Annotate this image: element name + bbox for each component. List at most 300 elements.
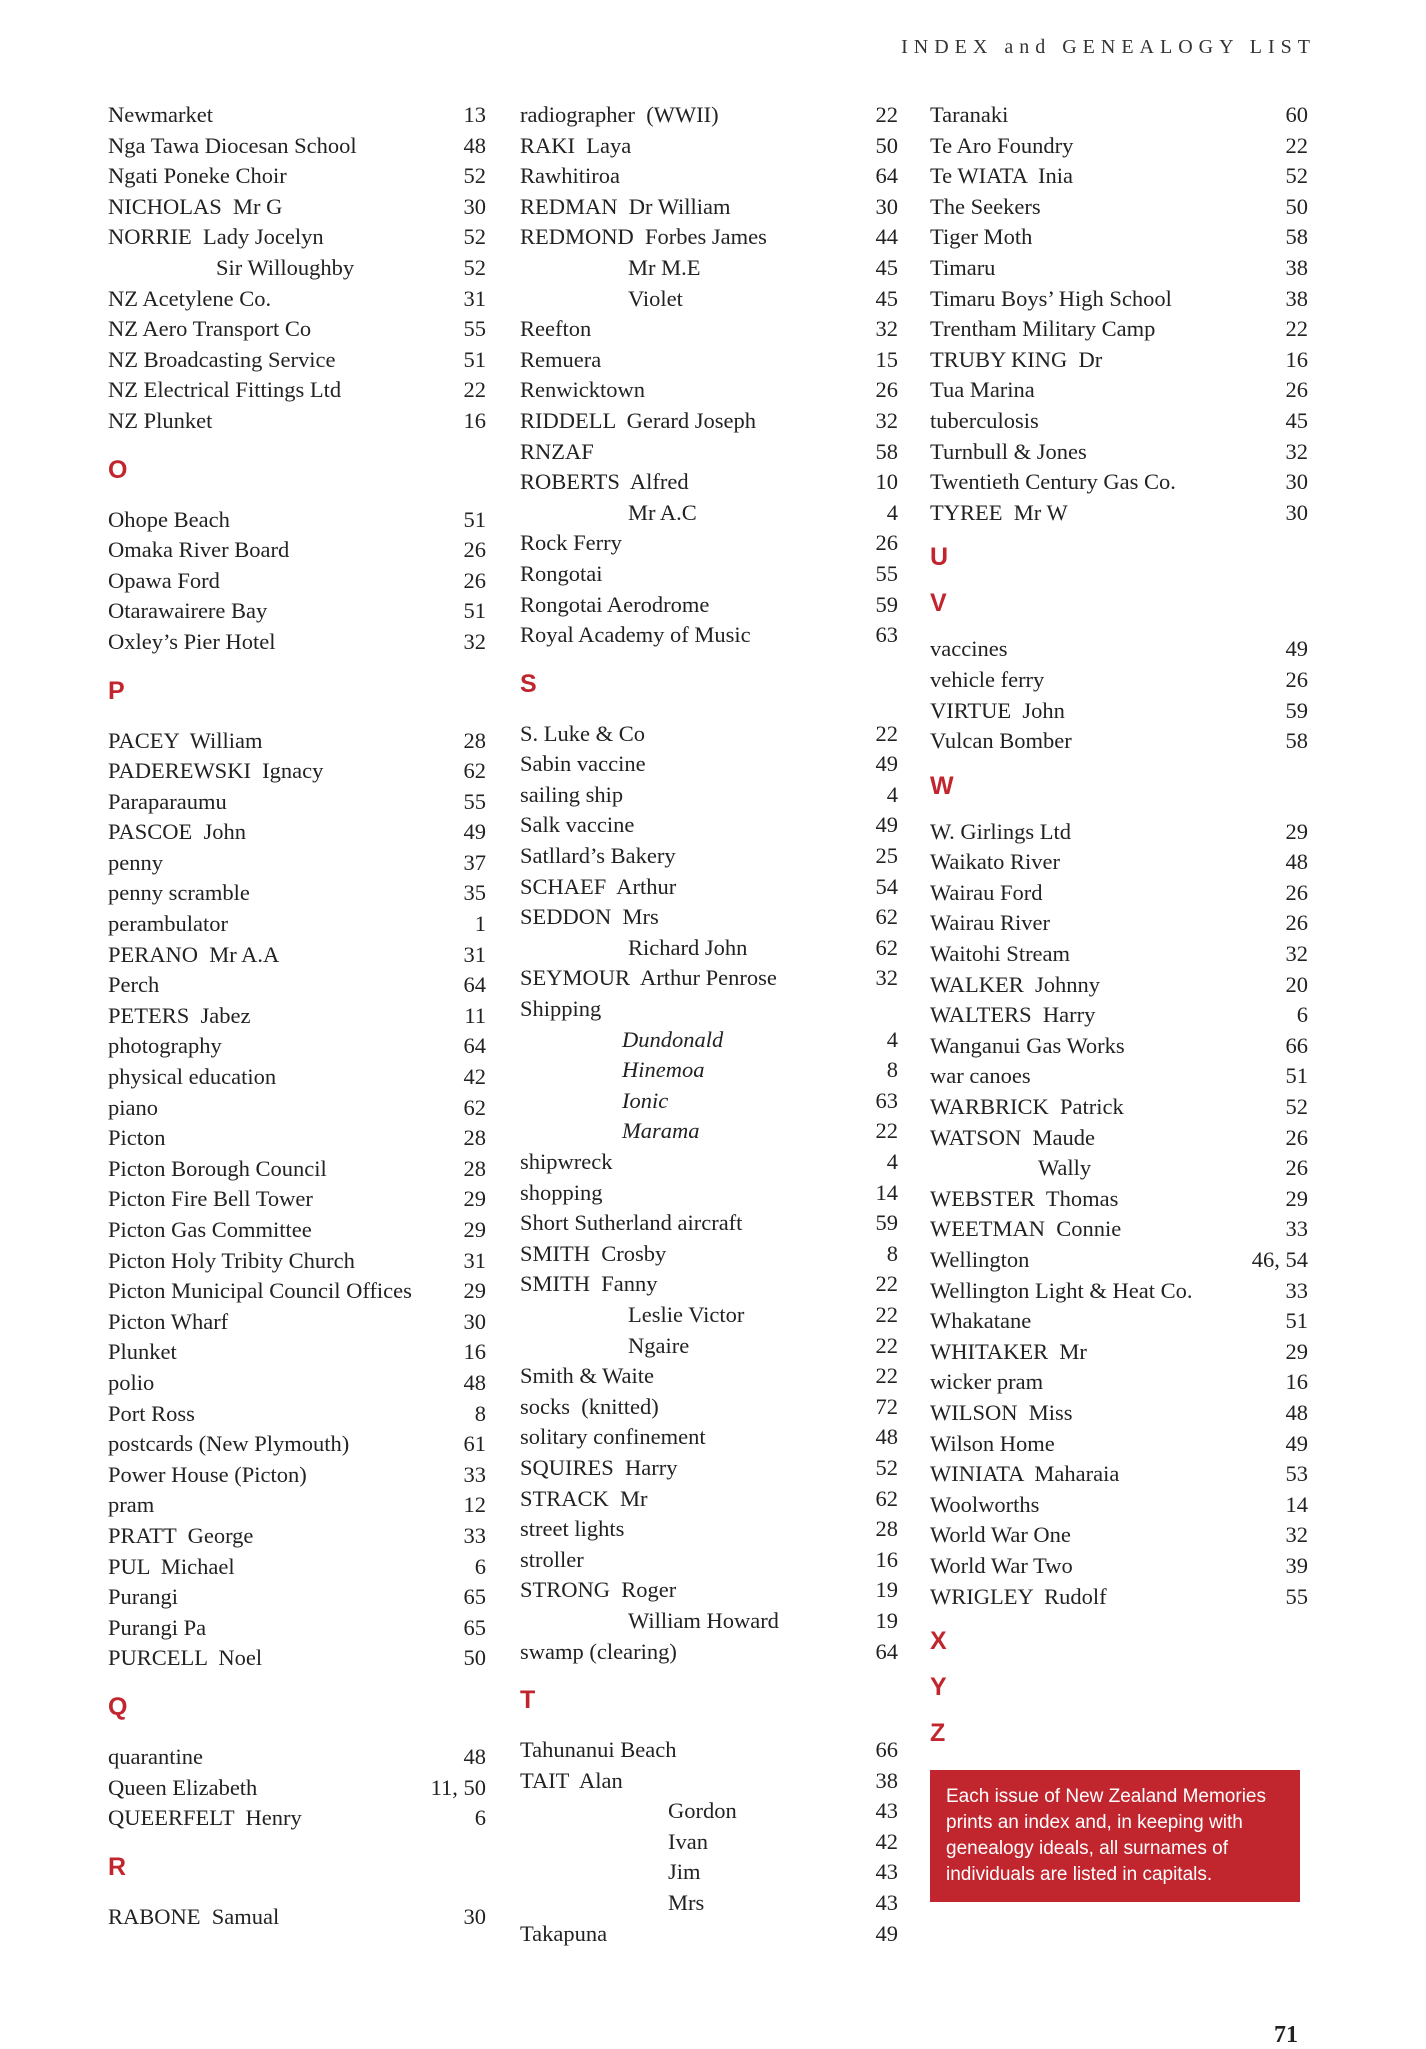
index-entry (930, 665, 1308, 696)
entry-page: 13 (463, 102, 486, 127)
index-entry (108, 1552, 486, 1583)
entry-term: NZ Plunket (108, 407, 213, 433)
entry-term: Wellington Light & Heat Co. (930, 1277, 1193, 1303)
entry-term: Wally (1038, 1155, 1092, 1181)
entry-page: 16 (1285, 346, 1308, 372)
index-entry (930, 467, 1308, 498)
entry-page: 46, 54 (1251, 1247, 1308, 1272)
entry-term: Picton Borough Council (108, 1155, 327, 1181)
section-letter: T (520, 1686, 536, 1715)
index-entry (930, 1520, 1308, 1551)
entry-term: REDMAN Dr William (520, 193, 731, 219)
entry-page: 35 (463, 880, 486, 906)
entry-page: 54 (875, 873, 898, 899)
entry-page: 30 (875, 193, 898, 219)
index-entry (930, 100, 1308, 131)
entry-term: Picton Gas Committee (108, 1217, 312, 1242)
entry-term: Otarawairere Bay (108, 598, 268, 624)
index-column-1 (108, 100, 486, 1932)
index-entry (520, 1178, 898, 1209)
index-entry (520, 1086, 898, 1117)
index-entry (520, 749, 898, 780)
entry-term: vaccines (930, 636, 1008, 662)
index-entry (108, 1093, 486, 1124)
entry-term: Opawa Ford (108, 567, 220, 593)
index-entry (108, 1123, 486, 1154)
entry-page: 26 (1285, 666, 1308, 692)
index-entry (108, 878, 486, 909)
entry-page: 72 (875, 1393, 898, 1419)
index-entry (520, 1453, 898, 1484)
index-entry (520, 1422, 898, 1453)
entry-page: 28 (875, 1516, 898, 1542)
index-entry (930, 970, 1308, 1001)
index-entry (108, 1368, 486, 1399)
entry-page: 62 (875, 1485, 898, 1511)
entry-page: 4 (886, 1149, 898, 1174)
entry-page: 32 (1285, 438, 1308, 464)
section-letter: S (520, 669, 537, 698)
entry-page: 55 (875, 560, 898, 586)
index-entry (520, 192, 898, 223)
index-entry (108, 375, 486, 406)
entry-term: SEYMOUR Arthur Penrose (520, 965, 777, 991)
entry-term: quarantine (108, 1743, 203, 1769)
index-entry (108, 970, 486, 1001)
entry-term: Gordon (668, 1798, 737, 1824)
entry-term: Jim (668, 1859, 701, 1885)
entry-page: 28 (463, 1125, 486, 1151)
entry-page: 26 (1285, 1124, 1308, 1150)
entry-term: SQUIRES Harry (520, 1454, 678, 1480)
entry-term: World War One (930, 1522, 1071, 1548)
entry-term: penny scramble (108, 880, 250, 906)
entry-page: 4 (886, 1026, 898, 1052)
entry-page: 22 (875, 1363, 898, 1389)
entry-page: 8 (886, 1057, 898, 1083)
index-entry (520, 872, 898, 903)
entry-term: ROBERTS Alfred (520, 469, 689, 495)
index-note-box: Each issue of New Zealand Memories prints an index and, in keeping with genealogy ideals, all surnames of individuals are listed in capitals. (930, 1770, 1300, 1902)
entry-page: 48 (463, 1369, 486, 1395)
index-entry (930, 1337, 1308, 1368)
entry-term: Port Ross (108, 1400, 195, 1426)
entry-term: WATSON Maude (930, 1124, 1095, 1150)
entry-page: 48 (1285, 1399, 1308, 1425)
entry-term: swamp (clearing) (520, 1638, 677, 1664)
entry-page: 29 (1285, 1338, 1308, 1364)
index-entry (520, 314, 898, 345)
index-entry (108, 1902, 486, 1933)
entry-page: 29 (463, 1217, 486, 1242)
entry-page: 50 (1285, 193, 1308, 219)
index-entry (520, 1331, 898, 1362)
entry-page: 22 (875, 1301, 898, 1327)
entry-page: 49 (875, 751, 898, 777)
entry-page: 32 (463, 628, 486, 654)
index-entry (108, 1521, 486, 1552)
entry-term: Timaru Boys’ High School (930, 285, 1172, 311)
index-entry (108, 1184, 486, 1215)
entry-page: 29 (1285, 1185, 1308, 1211)
index-entry (930, 314, 1308, 345)
entry-page: 37 (463, 849, 486, 875)
entry-page: 30 (463, 1903, 486, 1929)
index-entry (520, 841, 898, 872)
index-entry (520, 1766, 898, 1797)
entry-page: 19 (875, 1607, 898, 1633)
entry-page: 11, 50 (430, 1774, 486, 1800)
entry-page: 45 (875, 254, 898, 280)
entry-page: 10 (875, 469, 898, 495)
index-entry (108, 940, 486, 971)
index-entry (520, 437, 898, 468)
entry-term: vehicle ferry (930, 666, 1045, 692)
entry-page: 25 (875, 843, 898, 869)
entry-term: Satllard’s Bakery (520, 843, 676, 869)
index-entry (520, 1484, 898, 1515)
index-entry (520, 253, 898, 284)
index-entry (108, 345, 486, 376)
index-entry (108, 131, 486, 162)
entry-term: PRATT George (108, 1522, 254, 1548)
entry-term: Ivan (668, 1828, 708, 1854)
entry-term: Wanganui Gas Works (930, 1032, 1125, 1058)
entry-page: 28 (463, 1155, 486, 1181)
index-entry (520, 1606, 898, 1637)
entry-term: WALTERS Harry (930, 1002, 1096, 1028)
entry-term: physical education (108, 1064, 277, 1090)
index-entry (108, 1490, 486, 1521)
section-letter: O (108, 455, 128, 484)
index-entry (930, 1490, 1308, 1521)
entry-page: 16 (463, 1339, 486, 1365)
entry-page: 16 (1285, 1369, 1308, 1395)
entry-page: 32 (875, 407, 898, 433)
section-letter: U (930, 543, 949, 572)
entry-term: piano (108, 1094, 158, 1120)
index-entry (520, 590, 898, 621)
entry-page: 50 (463, 1645, 486, 1671)
section-letter: P (108, 676, 125, 705)
entry-term: TAIT Alan (520, 1767, 623, 1793)
entry-page: 28 (463, 727, 486, 753)
entry-term: PERANO Mr A.A (108, 941, 280, 967)
index-entry (108, 817, 486, 848)
entry-page: 51 (463, 346, 486, 372)
entry-page: 48 (463, 1743, 486, 1769)
entry-term: wicker pram (930, 1369, 1044, 1395)
index-entry (520, 559, 898, 590)
entry-page: 14 (875, 1179, 898, 1205)
entry-term: TRUBY KING Dr (930, 346, 1103, 372)
index-entry (108, 787, 486, 818)
entry-page: 22 (875, 1271, 898, 1297)
index-entry (520, 345, 898, 376)
entry-term: Rawhitiroa (520, 163, 620, 189)
index-entry (930, 696, 1308, 727)
index-entry (930, 1306, 1308, 1337)
entry-page: 33 (1285, 1277, 1308, 1303)
index-entry (930, 939, 1308, 970)
entry-term: Waitohi Stream (930, 941, 1071, 967)
entry-page: 6 (474, 1553, 486, 1579)
entry-term: NZ Acetylene Co. (108, 285, 272, 311)
entry-term: Twentieth Century Gas Co. (930, 469, 1176, 495)
entry-term: Vulcan Bomber (930, 728, 1072, 754)
entry-page: 38 (1285, 285, 1308, 311)
index-entry (520, 1827, 898, 1858)
entry-page: 63 (875, 622, 898, 648)
entry-page: 62 (463, 1094, 486, 1120)
entry-page: 49 (1285, 1430, 1308, 1456)
index-entry (108, 909, 486, 940)
entry-page: 62 (875, 904, 898, 930)
entry-term: Queen Elizabeth (108, 1774, 258, 1800)
entry-term: Paraparaumu (108, 788, 227, 814)
entry-term: Shipping (520, 996, 602, 1022)
index-entry (108, 1742, 486, 1773)
entry-page: 30 (463, 193, 486, 219)
entry-term: Nga Tawa Diocesan School (108, 132, 357, 158)
index-entry (108, 222, 486, 253)
entry-term: photography (108, 1033, 222, 1059)
index-entry (108, 1062, 486, 1093)
index-entry (520, 1025, 898, 1056)
entry-term: Dundonald (622, 1026, 724, 1052)
entry-page: 6 (474, 1805, 486, 1831)
entry-page: 44 (875, 224, 898, 250)
entry-term: Wairau Ford (930, 879, 1043, 905)
entry-term: Wairau River (930, 910, 1051, 936)
entry-page: 20 (1285, 971, 1308, 997)
entry-page: 32 (875, 316, 898, 342)
index-entry (520, 131, 898, 162)
index-entry (930, 222, 1308, 253)
index-entry (108, 1215, 486, 1246)
entry-page: 62 (875, 934, 898, 960)
entry-page: 8 (474, 1400, 486, 1426)
entry-term: PASCOE John (108, 819, 246, 845)
entry-page: 26 (875, 377, 898, 403)
index-entry (108, 566, 486, 597)
entry-term: Whakatane (930, 1308, 1032, 1334)
entry-page: 42 (463, 1064, 486, 1090)
index-entry (520, 1147, 898, 1178)
index-entry (108, 100, 486, 131)
index-entry (108, 1031, 486, 1062)
index-entry (930, 1184, 1308, 1215)
entry-term: Renwicktown (520, 377, 645, 403)
entry-page: 52 (1285, 1094, 1308, 1120)
entry-page: 52 (463, 224, 486, 250)
index-entry (520, 719, 898, 750)
entry-term: Rongotai (520, 560, 603, 586)
entry-term: PACEY William (108, 727, 263, 753)
section-letter: R (108, 1852, 127, 1881)
index-entry (108, 627, 486, 658)
entry-page: 52 (463, 163, 486, 189)
entry-page: 32 (1285, 1522, 1308, 1548)
entry-page: 58 (1285, 224, 1308, 250)
entry-page: 43 (875, 1798, 898, 1824)
entry-page: 61 (463, 1431, 486, 1457)
entry-term: war canoes (930, 1063, 1031, 1089)
entry-page: 55 (1285, 1583, 1308, 1609)
entry-page: 43 (875, 1859, 898, 1885)
entry-page: 22 (875, 720, 898, 746)
entry-term: STRACK Mr (520, 1485, 648, 1511)
index-entry (930, 908, 1308, 939)
entry-page: 38 (1285, 254, 1308, 280)
entry-page: 39 (1285, 1552, 1308, 1578)
index-entry (930, 131, 1308, 162)
index-entry (108, 1613, 486, 1644)
index-entry (108, 1337, 486, 1368)
index-entry (930, 1061, 1308, 1092)
entry-term: Plunket (108, 1339, 177, 1365)
entry-term: Tahunanui Beach (520, 1737, 677, 1763)
entry-page: 58 (875, 438, 898, 464)
index-entry (108, 1001, 486, 1032)
index-entry (930, 1582, 1308, 1613)
entry-term: shipwreck (520, 1149, 613, 1174)
index-entry (520, 1269, 898, 1300)
index-entry (108, 848, 486, 879)
entry-term: WILSON Miss (930, 1399, 1073, 1425)
index-entry (520, 994, 898, 1025)
entry-term: WARBRICK Patrick (930, 1094, 1124, 1120)
index-entry (520, 1208, 898, 1239)
index-entry (520, 222, 898, 253)
entry-term: W. Girlings Ltd (930, 818, 1072, 844)
entry-term: Trentham Military Camp (930, 316, 1156, 342)
entry-page: 51 (1285, 1063, 1308, 1089)
entry-term: Salk vaccine (520, 812, 635, 838)
index-entry (520, 375, 898, 406)
entry-page: 26 (463, 537, 486, 563)
entry-page: 26 (875, 530, 898, 556)
entry-term: SMITH Fanny (520, 1271, 658, 1297)
index-entry (108, 726, 486, 757)
entry-page: 45 (1285, 407, 1308, 433)
index-entry (108, 1803, 486, 1834)
index-entry (520, 933, 898, 964)
entry-page: 49 (1285, 636, 1308, 662)
index-entry (930, 345, 1308, 376)
entry-term: SEDDON Mrs (520, 904, 659, 930)
entry-term: PURCELL Noel (108, 1645, 263, 1671)
entry-term: NICHOLAS Mr G (108, 193, 283, 219)
entry-page: 26 (1285, 1155, 1308, 1181)
entry-term: Perch (108, 972, 160, 998)
index-entry (520, 1239, 898, 1270)
entry-page: 22 (1285, 316, 1308, 342)
entry-term: SCHAEF Arthur (520, 873, 677, 899)
entry-term: Picton Wharf (108, 1308, 229, 1334)
entry-page: 52 (1285, 163, 1308, 189)
entry-page: 66 (1285, 1032, 1308, 1058)
index-entry (930, 1031, 1308, 1062)
entry-page: 33 (1285, 1216, 1308, 1242)
index-entry (108, 1582, 486, 1613)
entry-term: Oxley’s Pier Hotel (108, 628, 276, 654)
index-entry (520, 1514, 898, 1545)
entry-term: Timaru (930, 254, 996, 280)
entry-term: PETERS Jabez (108, 1002, 251, 1028)
entry-page: 43 (875, 1890, 898, 1916)
running-head: INDEX and GENEALOGY LIST (901, 36, 1316, 58)
index-entry (930, 375, 1308, 406)
entry-term: Ngati Poneke Choir (108, 163, 287, 189)
index-entry (108, 756, 486, 787)
index-entry (930, 1214, 1308, 1245)
entry-term: RABONE Samual (108, 1903, 280, 1929)
entry-term: VIRTUE John (930, 697, 1065, 723)
entry-page: 31 (463, 285, 486, 311)
index-entry (108, 314, 486, 345)
section-letter: Z (930, 1719, 946, 1748)
index-entry (520, 284, 898, 315)
entry-term: NZ Broadcasting Service (108, 346, 336, 372)
index-entry (108, 1154, 486, 1185)
entry-term: Leslie Victor (628, 1301, 745, 1327)
entry-page: 29 (463, 1278, 486, 1304)
entry-term: Ohope Beach (108, 506, 230, 532)
entry-page: 26 (463, 567, 486, 593)
entry-page: 59 (1285, 697, 1308, 723)
index-entry (520, 1545, 898, 1576)
entry-term: Tua Marina (930, 377, 1035, 403)
entry-term: NZ Electrical Fittings Ltd (108, 377, 342, 403)
entry-term: socks (knitted) (520, 1393, 659, 1419)
entry-term: Ngaire (628, 1332, 690, 1358)
entry-term: RIDDELL Gerard Joseph (520, 407, 756, 433)
entry-page: 29 (463, 1186, 486, 1212)
index-entry (520, 406, 898, 437)
entry-page: 49 (875, 1920, 898, 1946)
index-entry (108, 161, 486, 192)
entry-term: PADEREWSKI Ignacy (108, 758, 324, 784)
entry-page: 26 (1285, 910, 1308, 936)
index-entry (520, 528, 898, 559)
index-entry (108, 253, 486, 284)
entry-term: penny (108, 849, 163, 875)
index-entry (108, 1276, 486, 1307)
entry-term: QUEERFELT Henry (108, 1805, 302, 1831)
entry-page: 22 (463, 377, 486, 403)
entry-term: tuberculosis (930, 407, 1039, 433)
entry-term: postcards (New Plymouth) (108, 1431, 350, 1457)
entry-term: Mrs (668, 1890, 705, 1916)
index-entry (930, 1123, 1308, 1154)
entry-term: Short Sutherland aircraft (520, 1210, 743, 1236)
index-entry (520, 467, 898, 498)
entry-term: perambulator (108, 911, 228, 937)
entry-term: Smith & Waite (520, 1363, 655, 1389)
index-column-3 (930, 100, 1308, 1902)
entry-page: 48 (875, 1424, 898, 1450)
entry-page: 14 (1285, 1491, 1308, 1517)
entry-page: 26 (1285, 879, 1308, 905)
entry-term: Picton Municipal Council Offices (108, 1278, 412, 1304)
entry-page: 4 (886, 781, 898, 807)
index-entry (108, 1399, 486, 1430)
entry-page: 66 (875, 1737, 898, 1763)
entry-term: Richard John (628, 934, 748, 960)
index-entry (930, 1398, 1308, 1429)
entry-page: 50 (875, 132, 898, 158)
